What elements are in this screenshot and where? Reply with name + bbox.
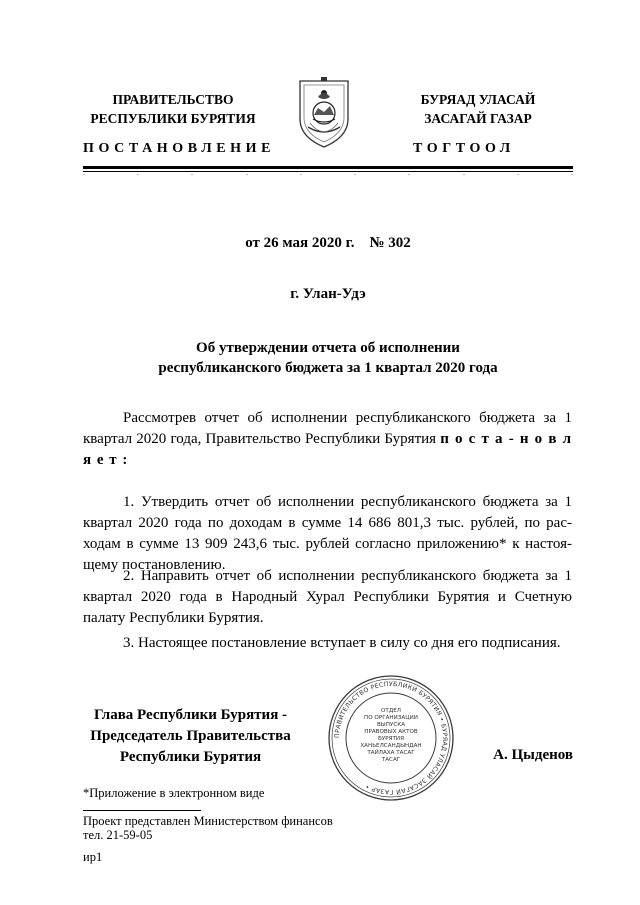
doc-type-ru: ПОСТАНОВЛЕНИЕ bbox=[83, 141, 276, 156]
header-left-line1: ПРАВИТЕЛЬСТВО bbox=[112, 92, 234, 107]
header-right-line2: ЗАСАГАЙ ГАЗАР bbox=[424, 111, 532, 126]
phone: тел. 21-59-05 bbox=[83, 828, 153, 842]
intro-text: Рассмотрев отчет об исполнении республиканского бюджета за 1 квартал 2020 года, Правительство Республики Бурятия bbox=[83, 410, 572, 447]
date-number: от 26 мая 2020 г. № 302 bbox=[245, 235, 411, 251]
header-rule-thick bbox=[83, 166, 573, 169]
stamp-line5: БУРЯТИЯ bbox=[378, 736, 404, 742]
position-line1: Глава Республики Бурятия - bbox=[93, 707, 288, 723]
header-left-line2: РЕСПУБЛИКИ БУРЯТИЯ bbox=[90, 111, 256, 126]
doc-type-bua: ТОГТООЛ bbox=[413, 141, 515, 156]
item-3 bbox=[83, 633, 572, 654]
stamp-line1: ОТДЕЛ bbox=[381, 708, 401, 714]
stamp-line8: ТАСАГ bbox=[381, 757, 401, 763]
position-line3: Республики Бурятия bbox=[119, 749, 262, 765]
city: г. Улан-Удэ bbox=[290, 286, 366, 302]
item-3-text: 3. Настоящее постановление вступает в силу со дня его подписания. bbox=[123, 635, 561, 651]
footnote-divider bbox=[83, 810, 201, 811]
item-2-text: 2. Направить отчет об исполнении республиканского бюджета за 1 квартал 2020 года в Народный Хурал Республики Бурятия и Счетную палату Республики Бурятия. bbox=[83, 568, 572, 626]
title-line1: Об утверждении отчета об исполнении bbox=[196, 340, 460, 356]
item-1 bbox=[83, 492, 572, 576]
stamp-line4: ПРАВОВЫХ АКТОВ bbox=[364, 729, 418, 735]
prepared-by: Проект представлен Министерством финансов bbox=[83, 814, 333, 828]
stamp-line7: ТАЙЛАХА ТАСАГ bbox=[367, 750, 415, 756]
header-right bbox=[383, 90, 573, 128]
stamp-ring-text: ПРАВИТЕЛЬСТВО РЕСПУБЛИКИ БУРЯТИЯ • БУРЯАД УЛАСАЙ ЗАСАГАЙ ГАЗАР • bbox=[333, 680, 449, 796]
header-rule-thin bbox=[83, 171, 573, 172]
item-1-text: 1. Утвердить отчет об исполнении республиканского бюджета за 1 квартал 2020 года по доходам в сумме 14 686 801,3 тыс. рублей, по рас-ходам в сумме 13 909 243,6 тыс. рублей согласно приложению* к настоя-щему постановлению. bbox=[83, 494, 572, 573]
stamp-line3: ВЫПУСКА bbox=[376, 722, 406, 728]
document-title bbox=[83, 338, 573, 378]
intro-emphasis: п о с т а - н о в л я е т : bbox=[83, 431, 573, 468]
header-dot-line bbox=[83, 174, 573, 176]
official-stamp bbox=[327, 674, 455, 802]
coat-of-arms-emblem bbox=[296, 75, 352, 151]
header-left bbox=[83, 90, 263, 128]
position-line2: Председатель Правительства bbox=[90, 728, 291, 744]
item-2 bbox=[83, 566, 572, 629]
attachment-note: *Приложение в электронном виде bbox=[83, 786, 265, 800]
intro-paragraph bbox=[83, 408, 572, 471]
header-right-line1: БУРЯАД УЛАСАЙ bbox=[420, 92, 536, 107]
executor-code: ир1 bbox=[83, 850, 103, 864]
stamp-line6: ХАНЬЕЛСАНДЫНДАН bbox=[360, 743, 422, 749]
stamp-line2: ПО ОРГАНИЗАЦИИ bbox=[364, 715, 418, 721]
signatory-name: А. Цыденов bbox=[493, 747, 573, 763]
signatory-position bbox=[83, 705, 298, 768]
title-line2: республиканского бюджета за 1 квартал 2020 года bbox=[158, 360, 498, 376]
